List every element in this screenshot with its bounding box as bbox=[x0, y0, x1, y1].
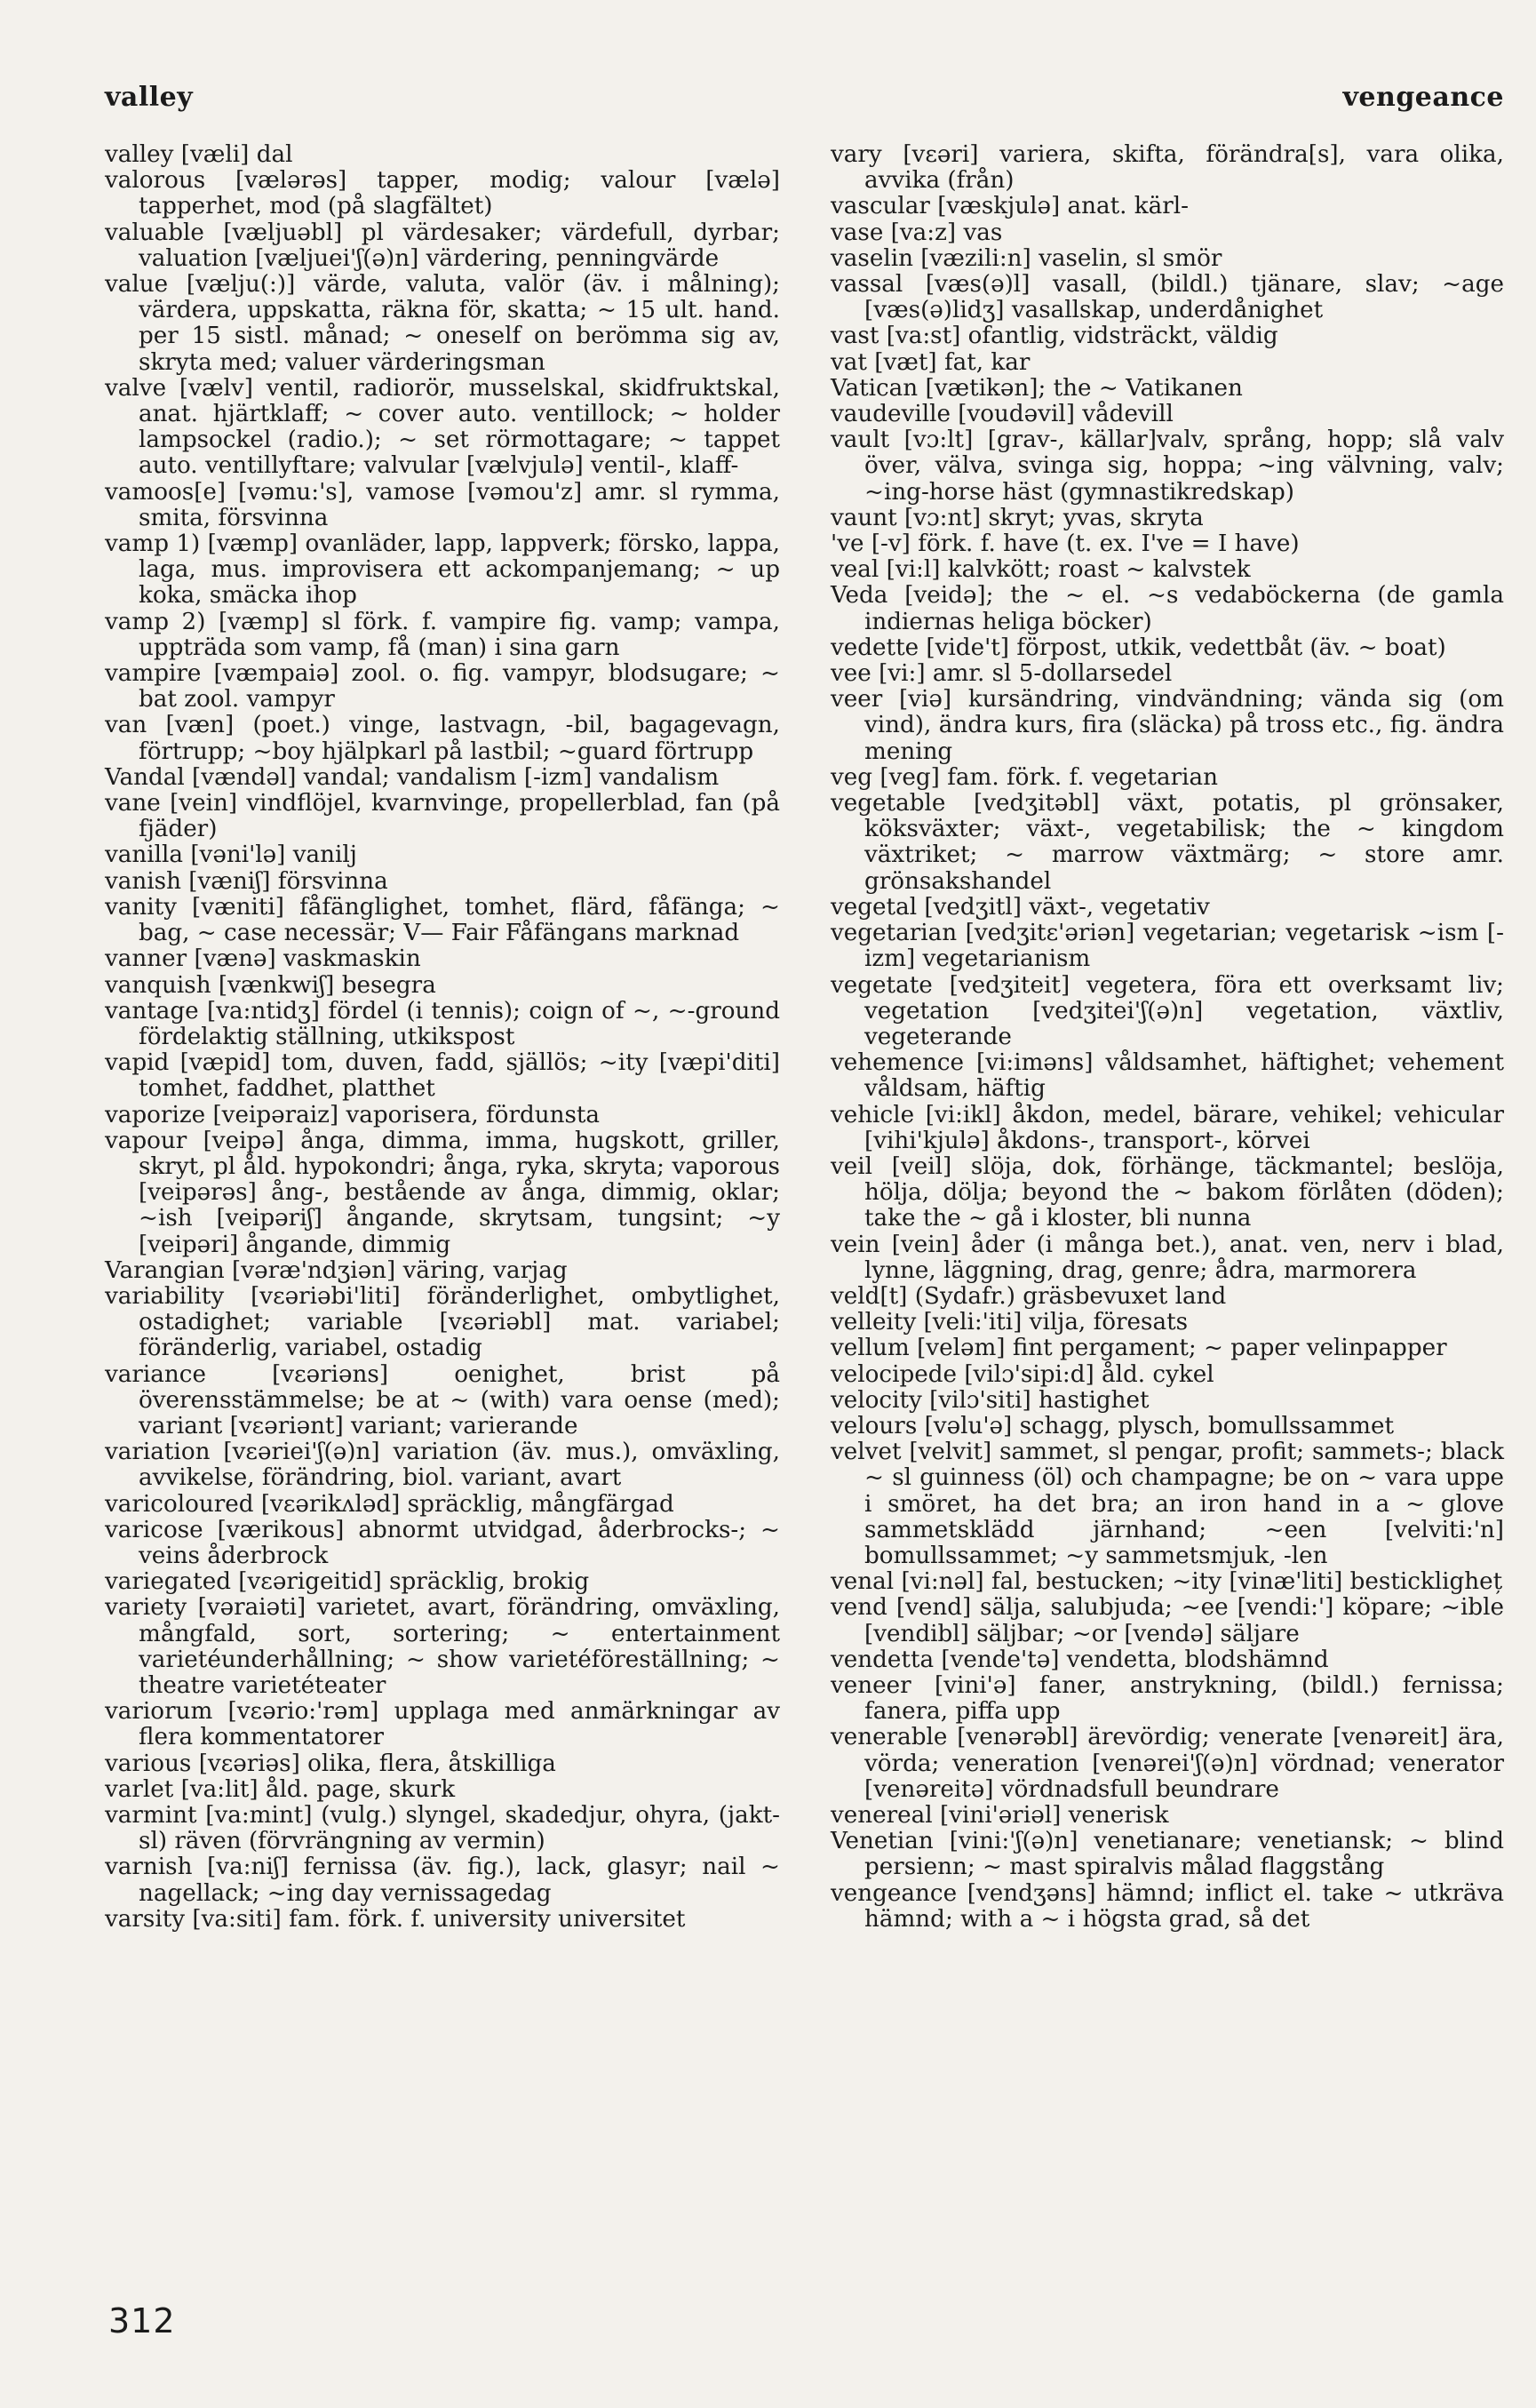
dictionary-entry: vapour [veipə] ånga, dimma, imma, hugskott, griller, skryt, pl åld. hypokondri; ånga, ryka, skryta; vaporous [veipərəs] ång-, bestående av ånga, dimmig, oklar; ~ish [veipəriʃ] ångande, skrytsam, tungsint; ~y [veipəri] ångande, dimmig bbox=[105, 1127, 780, 1258]
dictionary-entry: vellum [veləm] fint pergament; ~ paper velinpapper bbox=[831, 1335, 1447, 1362]
dictionary-entry: variorum [vɛərio:'rəm] upplaga med anmärkningar av flera kommentatorer bbox=[105, 1698, 780, 1751]
dictionary-entry: velours [vəlu'ə] schagg, plysch, bomullssammet bbox=[831, 1412, 1395, 1439]
dictionary-entry: vast [va:st] ofantlig, vidsträckt, väldig bbox=[831, 323, 1278, 350]
dictionary-entry: vegetable [vedʒitəbl] växt, potatis, pl grönsaker, köksväxter; växt-, vegetabilisk; the ~ kingdom växtriket; ~ marrow växtmärg; ~ store amr. grönsakshandel bbox=[831, 790, 1504, 895]
dictionary-entry: variety [vəraiəti] varietet, avart, förändring, omväxling, mångfald, sort, sortering; ~ entertainment varietéunderhållning; ~ show varietéföreställning; ~ theatre varietéteater bbox=[105, 1594, 780, 1699]
dictionary-entry: value [vælju(:)] värde, valuta, valör (äv. i målning); värdera, uppskatta, räkna för, skatta; ~ 15 ult. hand. per 15 sistl. månad; ~ oneself on berömma sig av, skryta med; valuer värderingsman bbox=[105, 271, 780, 376]
running-head-right: vengeance bbox=[1342, 82, 1504, 113]
dictionary-entry: vee [vi:] amr. sl 5-dollarsedel bbox=[831, 660, 1173, 688]
dictionary-entry: velocity [vilɔ'siti] hastighet bbox=[831, 1386, 1150, 1414]
dictionary-entry: vaudeville [voudəvil] vådevill bbox=[831, 401, 1174, 428]
dictionary-entry: vegetal [vedʒitl] växt-, vegetativ bbox=[831, 893, 1210, 921]
dictionary-entry: variance [vɛəriəns] oenighet, brist på överensstämmelse; be at ~ (with) vara oense (med); variant [vɛəriənt] variant; varierande bbox=[105, 1360, 780, 1439]
dictionary-entry: vendetta [vende'tə] vendetta, blodshämnd bbox=[831, 1646, 1329, 1673]
dictionary-entry: vein [vein] åder (i många bet.), anat. ven, nerv i blad, lynne, läggning, drag, genre; ådra, marmorera bbox=[831, 1231, 1504, 1284]
right-column bbox=[831, 142, 1504, 1933]
dictionary-entry: valuable [væljuəbl] pl värdesaker; värdefull, dyrbar; valuation [væljuei'ʃ(ə)n] värdering, penningvärde bbox=[105, 219, 780, 272]
dictionary-entry: vase [va:z] vas bbox=[831, 219, 1003, 246]
running-head-left: valley bbox=[105, 82, 194, 113]
dictionary-entry: venereal [vini'əriəl] venerisk bbox=[831, 1802, 1169, 1829]
left-column bbox=[105, 142, 780, 1933]
dictionary-entry: vehicle [vi:ikl] åkdon, medel, bärare, vehikel; vehicular [vihi'kjulə] åkdons-, transport-, körvei bbox=[831, 1101, 1504, 1154]
dictionary-entry: veg [veg] fam. förk. f. vegetarian bbox=[831, 763, 1218, 791]
dictionary-entry: varicoloured [vɛərikʌləd] spräcklig, mångfärgad bbox=[105, 1490, 674, 1518]
dictionary-entry: vegetarian [vedʒitɛ'əriən] vegetarian; vegetarisk ~ism [-izm] vegetarianism bbox=[831, 920, 1504, 973]
page-number: 312 bbox=[108, 2301, 176, 2340]
dictionary-entry: vaunt [vɔ:nt] skryt; yvas, skryta bbox=[831, 504, 1204, 531]
dictionary-entry: vehemence [vi:iməns] våldsamhet, häftighet; vehement våldsam, häftig bbox=[831, 1049, 1504, 1103]
dictionary-entry: vat [væt] fat, kar bbox=[831, 348, 1031, 376]
dictionary-entry: vegetate [vedʒiteit] vegetera, föra ett overksamt liv; vegetation [vedʒitei'ʃ(ə)n] vegetation, växtliv, vegeterande bbox=[831, 971, 1504, 1050]
dictionary-entry: vamp 1) [væmp] ovanläder, lapp, lappverk; försko, lappa, laga, mus. improvisera ett ackompanjemang; ~ up koka, smäcka ihop bbox=[105, 530, 780, 610]
dictionary-entry: vaporize [veipəraiz] vaporisera, fördunsta bbox=[105, 1101, 601, 1128]
dictionary-entry: veneer [vini'ə] faner, anstrykning, (bildl.) fernissa; fanera, piffa upp bbox=[831, 1671, 1504, 1726]
dictionary-entry: varsity [va:siti] fam. förk. f. university universitet bbox=[105, 1905, 686, 1933]
dictionary-entry: van [væn] (poet.) vinge, lastvagn, -bil, bagagevagn, förtrupp; ~boy hjälpkarl på lastbil; ~guard förtrupp bbox=[105, 712, 780, 765]
dictionary-entry: varmint [va:mint] (vulg.) slyngel, skadedjur, ohyra, (jakt-sl) räven (förvrängning av vermin) bbox=[105, 1802, 780, 1855]
dictionary-entry: venerable [venərəbl] ärevördig; venerate [venəreit] ära, vörda; veneration [venərei'ʃ(ə)n] vördnad; venerator [venəreitə] vördnadsfull beundrare bbox=[831, 1724, 1504, 1803]
dictionary-entry: velvet [velvit] sammet, sl pengar, profit; sammets-; black ~ sl guinness (öl) och champagne; be on ~ vara uppe i smöret, ha det bra; an iron hand in a ~ glove sammetsklädd järnhand; ~een [velviti:'n] bomullssammet; ~y sammetsmjuk, -len bbox=[831, 1439, 1504, 1569]
dictionary-entry: veld[t] (Sydafr.) gräsbevuxet land bbox=[831, 1282, 1227, 1310]
dictionary-entry: vantage [va:ntidʒ] fördel (i tennis); coign of ~, ~-ground fördelaktig ställning, utkikspost bbox=[105, 997, 780, 1050]
dictionary-entry: vassal [væs(ə)l] vasall, (bildl.) tjänare, slav; ~age [væs(ə)lidʒ] vasallskap, underdånighet bbox=[831, 271, 1504, 324]
dictionary-entry: venal [vi:nəl] fal, bestucken; ~ity [vinæ'liti] bestickligheț bbox=[831, 1568, 1503, 1596]
dictionary-entry: variegated [vɛərigeitid] spräcklig, brokig bbox=[105, 1568, 590, 1596]
dictionary-entry: vapid [væpid] tom, duven, fadd, själlös; ~ity [væpi'diti] tomhet, faddhet, platthet bbox=[105, 1049, 780, 1103]
dictionary-entry: Veda [veidə]; the ~ el. ~s vedaböckerna (de gamla indiernas heliga böcker) bbox=[831, 582, 1504, 635]
dictionary-entry: varlet [va:lit] åld. page, skurk bbox=[105, 1775, 456, 1803]
dictionary-entry: vaselin [væzili:n] vaselin, sl smör bbox=[831, 244, 1222, 272]
dictionary-entry: Venetian [vini:'ʃ(ə)n] venetianare; venetiansk; ~ blind persienn; ~ mast spiralvis målad flaggstång bbox=[831, 1828, 1504, 1881]
dictionary-entry: various [vɛəriəs] olika, flera, åtskilliga bbox=[105, 1750, 556, 1777]
dictionary-entry: Vandal [vændəl] vandal; vandalism [-izm] vandalism bbox=[105, 763, 720, 791]
dictionary-entry: veil [veil] slöja, dok, förhänge, täckmantel; beslöja, hölja, dölja; beyond the ~ bakom förlåten (döden); take the ~ gå i kloster, bli nunna bbox=[831, 1152, 1504, 1232]
dictionary-entry: velleity [veli:'iti] vilja, föresats bbox=[831, 1309, 1189, 1336]
dictionary-entry: vanquish [vænkwiʃ] besegra bbox=[105, 971, 436, 999]
dictionary-entry: Varangian [vəræ'ndʒiən] väring, varjag bbox=[105, 1256, 568, 1284]
dictionary-entry: vanilla [vəni'lə] vanilj bbox=[105, 841, 357, 869]
dictionary-entry: veal [vi:l] kalvkött; roast ~ kalvstek bbox=[831, 556, 1251, 584]
dictionary-entry: varnish [va:niʃ] fernissa (äv. fig.), lack, glasyr; nail ~ nagellack; ~ing day vernissagedag bbox=[105, 1854, 780, 1907]
dictionary-entry: variation [vɛəriei'ʃ(ə)n] variation (äv. mus.), omväxling, avvikelse, förändring, biol. variant, avart bbox=[105, 1439, 780, 1492]
dictionary-entry: 've [-v] förk. f. have (t. ex. I've = I have) bbox=[831, 530, 1300, 558]
dictionary-entry: variability [vɛəriəbi'liti] föränderlighet, ombytlighet, ostadighet; variable [vɛəriəbl] mat. variabel; föränderlig, variabel, ostadig bbox=[105, 1282, 780, 1362]
dictionary-entry: vanity [væniti] fåfänglighet, tomhet, flärd, fåfänga; ~ bag, ~ case necessär; V— Fair Fåfängans marknad bbox=[105, 893, 780, 947]
dictionary-entry: valorous [vælərəs] tapper, modig; valour [vælə] tapperhet, mod (på slagfältet) bbox=[105, 167, 780, 220]
dictionary-entry: vane [vein] vindflöjel, kvarnvinge, propellerblad, fan (på fjäder) bbox=[105, 790, 780, 843]
dictionary-entry: vamoos[e] [vəmu:'s], vamose [vəmou'z] amr. sl rymma, smita, försvinna bbox=[105, 478, 780, 531]
dictionary-entry: vend [vend] sälja, salubjuda; ~ee [vendi:'] köpare; ~ible [vendibl] säljbar; ~or [vendə] säljare bbox=[831, 1594, 1504, 1647]
dictionary-entry: valve [vælv] ventil, radiorör, musselskal, skidfruktskal, anat. hjärtklaff; ~ cover auto. ventillock; ~ holder lampsockel (radio.); ~ set rörmottagare; ~ tappet auto. ventillyftare; valvular [vælvjulə] ventil-, klaff- bbox=[105, 374, 780, 480]
dictionary-entry: vanner [vænə] vaskmaskin bbox=[105, 945, 421, 973]
dictionary-entry: vascular [væskjulə] anat. kärl- bbox=[831, 193, 1190, 220]
dictionary-entry: valley [væli] dal bbox=[105, 141, 293, 168]
dictionary-entry: varicose [værikous] abnormt utvidgad, åderbrocks-; ~ veins åderbrock bbox=[105, 1516, 780, 1569]
dictionary-entry: vault [vɔ:lt] [grav-, källar]valv, språng, hopp; slå valv över, välva, svinga sig, hoppa; ~ing välvning, valv; ~ing-horse häst (gymnastikredskap) bbox=[831, 427, 1504, 506]
dictionary-entry: vary [vɛəri] variera, skifta, förändra[s], vara olika, avvika (från) bbox=[831, 141, 1504, 195]
dictionary-entry: vanish [væniʃ] försvinna bbox=[105, 867, 388, 895]
dictionary-entry: vengeance [vendʒəns] hämnd; inflict el. take ~ utkräva hämnd; with a ~ i högsta grad, så det bbox=[831, 1879, 1504, 1933]
dictionary-entry: veer [viə] kursändring, vindvändning; vända sig (om vind), ändra kurs, fira (släcka) på tross etc., fig. ändra mening bbox=[831, 686, 1504, 765]
dictionary-entry: Vatican [vætikən]; the ~ Vatikanen bbox=[831, 374, 1243, 402]
running-head bbox=[105, 82, 1504, 117]
dictionary-entry: velocipede [vilɔ'sipi:d] åld. cykel bbox=[831, 1360, 1214, 1388]
dictionary-entry: vedette [vide't] förpost, utkik, vedettbåt (äv. ~ boat) bbox=[831, 634, 1446, 661]
dictionary-entry: vampire [væmpaiə] zool. o. fig. vampyr, blodsugare; ~ bat zool. vampyr bbox=[105, 660, 780, 714]
dictionary-entry: vamp 2) [væmp] sl förk. f. vampire fig. vamp; vampa, uppträda som vamp, få (man) i sina garn bbox=[105, 608, 780, 661]
